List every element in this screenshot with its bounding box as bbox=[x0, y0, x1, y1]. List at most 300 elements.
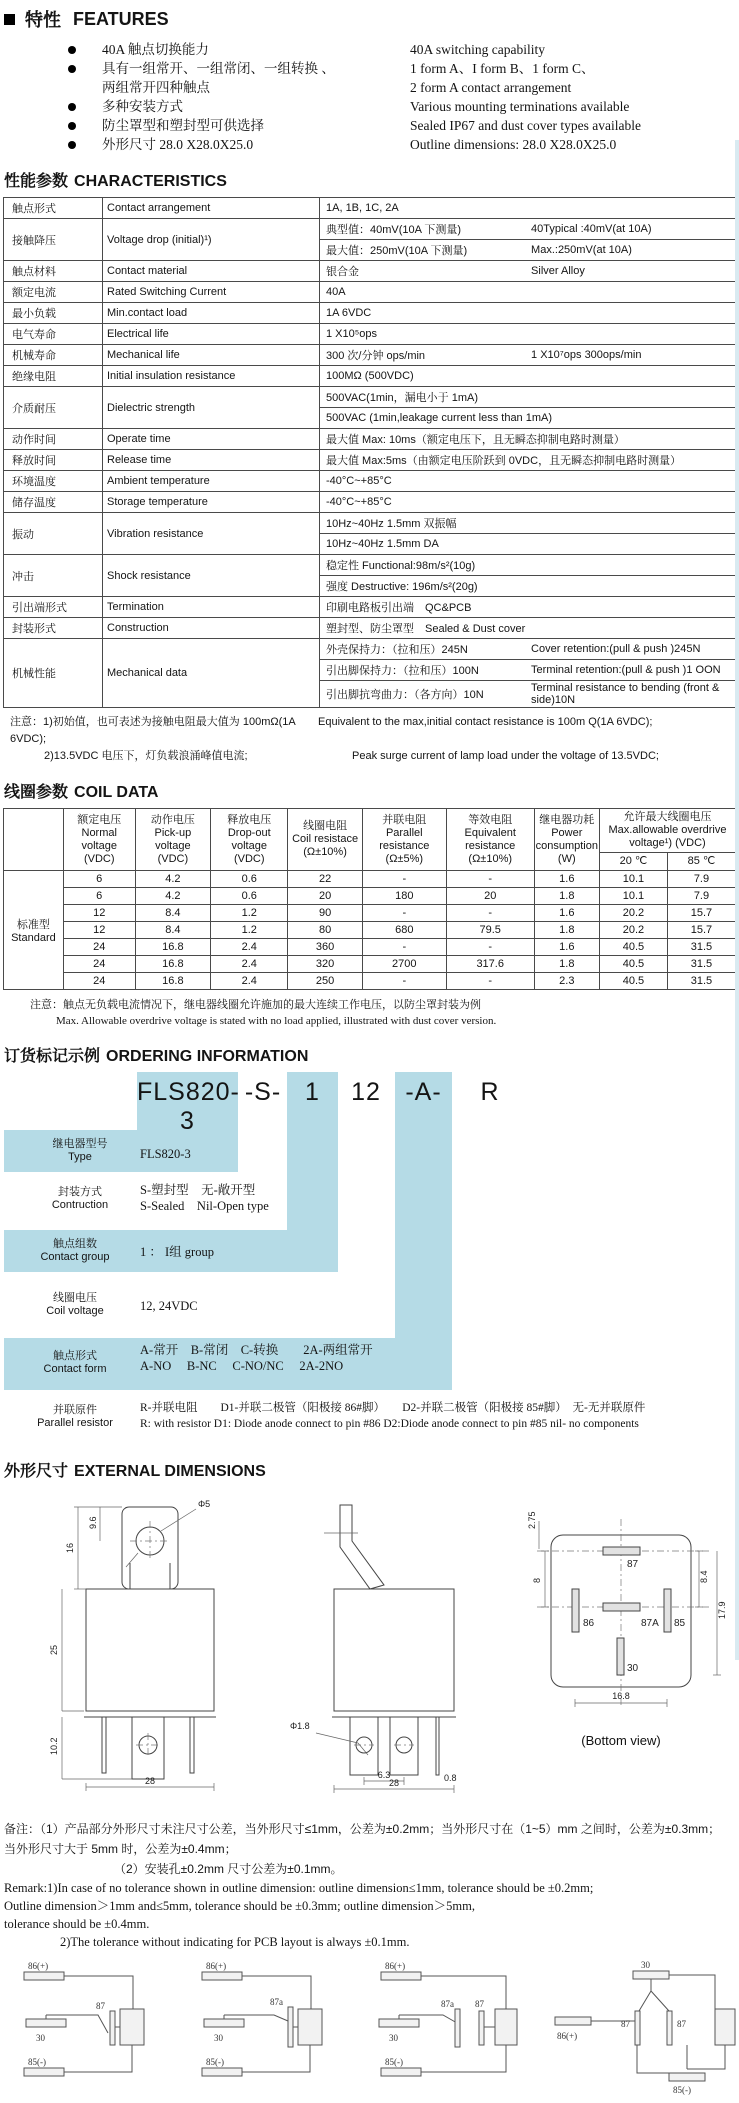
value-text: 引出脚抗弯曲力：（各方向）10N bbox=[326, 689, 484, 701]
cell: 24 bbox=[63, 939, 135, 956]
code-segment-resistor: R bbox=[480, 1078, 500, 1106]
cell: 12 bbox=[63, 922, 135, 939]
cell: 31.5 bbox=[667, 939, 735, 956]
ordering-value-type: FLS820-3 bbox=[140, 1147, 191, 1161]
contact-87a-label: 87a bbox=[270, 1997, 284, 2007]
coil-col-header: 释放电压 Drop-out voltage (VDC) bbox=[211, 809, 288, 871]
param-en: Rated Switching Current bbox=[103, 282, 320, 303]
cell: 31.5 bbox=[667, 956, 735, 973]
value-text-en: 1 X10⁷ops 300ops/min bbox=[531, 349, 642, 361]
table-row bbox=[4, 471, 736, 492]
cell: 680 bbox=[362, 922, 446, 939]
cell: - bbox=[362, 973, 446, 990]
terminal-86-label: 86(+) bbox=[206, 1961, 227, 1971]
coil-note-en: Max. Allowable overdrive voltage is stated with no load applied, illustrated with dust cover version. bbox=[56, 1015, 497, 1027]
table-row bbox=[4, 366, 736, 387]
wiring-diagrams bbox=[0, 1951, 739, 2103]
dim-17-9: 17.9 bbox=[717, 1601, 727, 1619]
ordering-label-coil-voltage: 线圈电压 Coil voltage bbox=[46, 1292, 104, 1317]
feature-en: 1 form A、I form B、1 form C、 bbox=[410, 61, 595, 76]
value-text-en: Terminal retention:(pull & push )1 OON bbox=[531, 664, 721, 676]
dim-8-4: 8.4 bbox=[699, 1570, 709, 1583]
dim-phi5: Φ5 bbox=[198, 1499, 211, 1509]
coil-col-header: 继电器功耗 Power consumption (W) bbox=[534, 809, 599, 871]
value-text: 引出脚保持力：（拉和压）100N bbox=[326, 665, 479, 677]
cell: 320 bbox=[288, 956, 362, 973]
table-row bbox=[4, 282, 736, 303]
terminal-86-label: 86(+) bbox=[28, 1961, 49, 1971]
table-row bbox=[4, 555, 736, 597]
coil-row bbox=[4, 888, 736, 905]
pin-87a-label: 87A bbox=[641, 1618, 659, 1629]
contact-87-label: 87 bbox=[474, 1999, 484, 2009]
table-row bbox=[4, 198, 736, 219]
param-cn: 动作时间 bbox=[4, 429, 103, 450]
cell: 4.2 bbox=[135, 888, 210, 905]
value-text: 100MΩ (500VDC) bbox=[326, 370, 414, 382]
param-cn: 电气寿命 bbox=[4, 324, 103, 345]
cell: - bbox=[362, 871, 446, 888]
cell: 24 bbox=[63, 956, 135, 973]
table-row bbox=[4, 513, 736, 555]
value-text: -40°C~+85°C bbox=[326, 496, 392, 508]
features-section-title bbox=[2, 6, 739, 32]
param-value bbox=[320, 597, 736, 618]
feature-cn: 多种安装方式 bbox=[102, 99, 183, 114]
cell: - bbox=[446, 973, 534, 990]
cell: - bbox=[446, 939, 534, 956]
value-text: 300 次/分钟 ops/min bbox=[326, 350, 426, 362]
bullet-icon bbox=[68, 65, 76, 73]
cell: 2.4 bbox=[211, 939, 288, 956]
param-cn: 触点材料 bbox=[4, 261, 103, 282]
table-row bbox=[4, 492, 736, 513]
value-text: -40°C~+85°C bbox=[326, 475, 392, 487]
table-row bbox=[4, 387, 736, 429]
remark-line: 2)The tolerance without indicating for PCB layout is always ±0.1mm. bbox=[60, 1935, 410, 1949]
param-cn: 机械寿命 bbox=[4, 345, 103, 366]
value-text: 最大值 Max: 10ms（额定电压下，且无瞬态抑制电路时测量） bbox=[326, 434, 625, 446]
value-text: 10Hz~40Hz 1.5mm 双振幅 bbox=[326, 518, 457, 530]
cell: 1.2 bbox=[211, 905, 288, 922]
characteristics-section-title bbox=[4, 168, 739, 191]
ordering-code-diagram bbox=[0, 1072, 739, 1444]
wiring-diagram-2a bbox=[551, 1957, 737, 2097]
feature-cn: 具有一组常开、一组常闭、一组转换 、 bbox=[102, 61, 335, 76]
param-en: Construction bbox=[103, 618, 320, 639]
cell: 360 bbox=[288, 939, 362, 956]
bullet-icon bbox=[68, 122, 76, 130]
bullet-icon bbox=[68, 46, 76, 54]
param-cn: 介质耐压 bbox=[4, 387, 103, 429]
value-text: 500VAC (1min,leakage current less than 1mA) bbox=[326, 412, 553, 424]
pin-86-label: 86 bbox=[583, 1618, 595, 1629]
coil-row bbox=[4, 973, 736, 990]
param-value bbox=[320, 471, 736, 492]
ordering-label-type: 继电器型号 Type bbox=[52, 1138, 108, 1163]
contact-87-label: 87 bbox=[96, 2001, 105, 2011]
param-value bbox=[320, 282, 736, 303]
value-text: 塑封型、防尘罩型 Sealed & Dust cover bbox=[326, 623, 526, 635]
table-row bbox=[4, 450, 736, 471]
param-en: Mechanical life bbox=[103, 345, 320, 366]
ordering-value-contact-group: 1 ： I组 group bbox=[140, 1245, 214, 1259]
dim-phi1-8: Φ1.8 bbox=[290, 1721, 310, 1731]
param-cn: 封装形式 bbox=[4, 618, 103, 639]
value-text: 1A, 1B, 1C, 2A bbox=[326, 202, 399, 214]
table-row bbox=[4, 597, 736, 618]
remark-line: 当外形尺寸大于 5mm 时，公差为±0.4mm； bbox=[4, 1842, 237, 1856]
terminal-85-label: 85(-) bbox=[206, 2057, 225, 2067]
features-list bbox=[40, 40, 739, 154]
param-value bbox=[320, 261, 736, 282]
param-en: Ambient temperature bbox=[103, 471, 320, 492]
feature-cn: 外形尺寸 28.0 X28.0X25.0 bbox=[102, 137, 254, 152]
coil-row bbox=[4, 956, 736, 973]
note-line bbox=[10, 714, 739, 748]
param-en: Storage temperature bbox=[103, 492, 320, 513]
param-en: Operate time bbox=[103, 429, 320, 450]
features-title-cn: 特性 bbox=[25, 10, 61, 30]
coil-col-header-overdrive: 允许最大线圈电压 Max.allowable overdrive voltage¹) (VDC) bbox=[599, 809, 735, 853]
param-cn: 最小负载 bbox=[4, 303, 103, 324]
cell: 2.4 bbox=[211, 956, 288, 973]
value-text-en: Silver Alloy bbox=[531, 265, 585, 277]
cell: 1.8 bbox=[534, 922, 599, 939]
cell: - bbox=[446, 871, 534, 888]
cell: 4.2 bbox=[135, 871, 210, 888]
note-en: Peak surge current of lamp load under the voltage of 13.5VDC; bbox=[352, 750, 659, 762]
note-cn: 2)13.5VDC 电压下，灯负载浪涌峰值电流; bbox=[44, 750, 248, 762]
param-en: Min.contact load bbox=[103, 303, 320, 324]
contact-87a-label: 87a bbox=[440, 1999, 454, 2009]
wiring-diagram-1a bbox=[2, 1957, 174, 2097]
param-en: Vibration resistance bbox=[103, 513, 320, 555]
param-cn: 额定电流 bbox=[4, 282, 103, 303]
feature-cn: 40A 触点切换能力 bbox=[102, 42, 209, 57]
param-value bbox=[320, 492, 736, 513]
dim-28-side: 28 bbox=[388, 1778, 400, 1788]
dimension-drawings bbox=[0, 1487, 739, 1793]
section-marker-icon bbox=[4, 14, 15, 25]
table-row bbox=[4, 639, 736, 708]
dim-9-6: 9.6 bbox=[88, 1516, 98, 1529]
cell: - bbox=[362, 905, 446, 922]
value-text: 1 X10⁵ops bbox=[326, 328, 378, 340]
cell: 20 bbox=[288, 888, 362, 905]
ordering-label-parallel-resistor: 并联原件 Parallel resistor bbox=[37, 1404, 113, 1429]
cell: 180 bbox=[362, 888, 446, 905]
note-cn: 注意：1)初始值，也可表述为接触电阻最大值为 100mΩ(1A 6VDC); bbox=[10, 716, 296, 745]
coil-row bbox=[4, 871, 736, 888]
coil-note-cn: 注意：触点无负载电流情况下，继电器线圈允许施加的最大连续工作电压，以防尘罩封装为例 bbox=[30, 999, 481, 1011]
ordering-label-construction: 封装方式 Contruction bbox=[51, 1186, 109, 1211]
dim-2-75: 2.75 bbox=[527, 1511, 537, 1529]
param-value bbox=[320, 303, 736, 324]
value-text-en: 40Typical :40mV(at 10A) bbox=[531, 223, 652, 235]
feature-item bbox=[40, 135, 739, 154]
wiring-diagram-1b bbox=[180, 1957, 352, 2097]
table-row bbox=[4, 345, 736, 366]
feature-cn: 两组常开四种触点 bbox=[102, 80, 210, 95]
coil-col-header: 并联电阻 Parallel resistance (Ω±5%) bbox=[362, 809, 446, 871]
dimensions-section-title bbox=[4, 1458, 739, 1481]
dim-16-8: 16.8 bbox=[612, 1691, 630, 1701]
cell: 1.6 bbox=[534, 871, 599, 888]
param-en: Contact material bbox=[103, 261, 320, 282]
cell: 7.9 bbox=[667, 888, 735, 905]
ordering-title-en: ORDERING INFORMATION bbox=[106, 1048, 309, 1065]
param-value bbox=[320, 450, 736, 471]
table-row bbox=[4, 429, 736, 450]
coil-title-en: COIL DATA bbox=[74, 784, 159, 801]
param-cn: 环境温度 bbox=[4, 471, 103, 492]
value-text-en: Max.:250mV(at 10A) bbox=[531, 244, 632, 256]
feature-item bbox=[40, 97, 739, 116]
cell: 2.3 bbox=[534, 973, 599, 990]
coil-header-row bbox=[4, 809, 736, 853]
cell: 1.6 bbox=[534, 939, 599, 956]
cell: 15.7 bbox=[667, 905, 735, 922]
coil-data-table bbox=[3, 808, 736, 990]
coil-subheader-85c: 85 ℃ bbox=[667, 853, 735, 871]
cell: 317.6 bbox=[446, 956, 534, 973]
coil-title-cn: 线圈参数 bbox=[4, 784, 69, 801]
characteristics-notes bbox=[10, 714, 739, 765]
terminal-85-label: 85(-) bbox=[28, 2057, 46, 2067]
feature-item bbox=[40, 40, 739, 59]
value-text: 最大值 Max:5ms（由额定电压阶跃到 0VDC，且无瞬态抑制电路时测量） bbox=[326, 455, 682, 467]
param-value bbox=[320, 345, 736, 366]
cell: 250 bbox=[288, 973, 362, 990]
feature-en: Outline dimensions: 28.0 X28.0X25.0 bbox=[410, 137, 617, 152]
cell: - bbox=[446, 905, 534, 922]
param-en: Electrical life bbox=[103, 324, 320, 345]
coil-col-header: 等效电阻 Equivalent resistance (Ω±10%) bbox=[446, 809, 534, 871]
contact-87-label-2: 87 bbox=[676, 2019, 686, 2029]
cell: 10.1 bbox=[599, 888, 667, 905]
param-value bbox=[320, 198, 736, 219]
coil-note bbox=[30, 997, 739, 1029]
terminal-86-label: 86(+) bbox=[556, 2031, 578, 2041]
characteristics-table bbox=[3, 197, 736, 708]
code-segment-type: FLS820-3 bbox=[137, 1078, 240, 1135]
param-cn: 储存温度 bbox=[4, 492, 103, 513]
param-value bbox=[320, 513, 736, 555]
table-row bbox=[4, 324, 736, 345]
param-en: Termination bbox=[103, 597, 320, 618]
terminal-85-label: 85(-) bbox=[672, 2085, 691, 2095]
coil-group-header bbox=[4, 809, 64, 871]
coil-col-header: 线圈电阻 Coil resistace (Ω±10%) bbox=[288, 809, 362, 871]
cell: 2.4 bbox=[211, 973, 288, 990]
front-view-drawing bbox=[26, 1493, 261, 1793]
terminal-30-label: 30 bbox=[214, 2033, 224, 2043]
cell: 40.5 bbox=[599, 973, 667, 990]
cell: 80 bbox=[288, 922, 362, 939]
cell: 1.2 bbox=[211, 922, 288, 939]
note-en: Equivalent to the max,initial contact resistance is 100m Q(1A 6VDC); bbox=[318, 716, 653, 728]
characteristics-title-en: CHARACTERISTICS bbox=[74, 173, 227, 190]
cell: 2700 bbox=[362, 956, 446, 973]
value-text: 外壳保持力：（拉和压）245N bbox=[326, 644, 468, 656]
cell: 10.1 bbox=[599, 871, 667, 888]
wiring-diagram-1c bbox=[359, 1957, 545, 2097]
contact-87-label: 87 bbox=[620, 2019, 630, 2029]
cell: 6 bbox=[63, 871, 135, 888]
remark-line: （2）安装孔±0.2mm 尺寸公差为±0.1mm。 bbox=[114, 1862, 343, 1876]
param-cn: 触点形式 bbox=[4, 198, 103, 219]
param-en: Release time bbox=[103, 450, 320, 471]
feature-item bbox=[40, 59, 739, 78]
value-text: 强度 Destructive: 196m/s²(20g) bbox=[326, 581, 478, 593]
code-segment-voltage: 12 bbox=[351, 1078, 381, 1106]
param-value bbox=[320, 324, 736, 345]
cell: 24 bbox=[63, 973, 135, 990]
cell: 1.8 bbox=[534, 956, 599, 973]
terminal-86-label: 86(+) bbox=[384, 1961, 405, 1971]
param-cn: 绝缘电阻 bbox=[4, 366, 103, 387]
bottom-view-caption: (Bottom view) bbox=[581, 1733, 661, 1748]
feature-en: 2 form A contact arrangement bbox=[410, 80, 572, 95]
cell: 90 bbox=[288, 905, 362, 922]
pin-85-label: 85 bbox=[674, 1618, 686, 1629]
feature-en: 40A switching capability bbox=[410, 42, 545, 57]
table-row bbox=[4, 261, 736, 282]
param-cn: 机械性能 bbox=[4, 639, 103, 708]
param-cn: 振动 bbox=[4, 513, 103, 555]
coil-col-header: 动作电压 Pick-up voltage (VDC) bbox=[135, 809, 210, 871]
value-text: 40A bbox=[326, 286, 346, 298]
param-value bbox=[320, 639, 736, 708]
feature-en: Various mounting terminations available bbox=[410, 99, 630, 114]
feature-item bbox=[40, 78, 739, 97]
param-en: Voltage drop (initial)¹) bbox=[103, 219, 320, 261]
param-value bbox=[320, 555, 736, 597]
value-text: 银合金 bbox=[326, 266, 359, 278]
param-en: Mechanical data bbox=[103, 639, 320, 708]
remark-line: 备注：（1）产品部分外形尺寸未注尺寸公差，当外形尺寸≤1mm，公差为±0.2mm；当外形尺寸在（1~5）mm 之间时，公差为±0.3mm； bbox=[4, 1822, 721, 1836]
cell: 16.8 bbox=[135, 939, 210, 956]
feature-cn: 防尘罩型和塑封型可供选择 bbox=[102, 118, 264, 133]
value-text: 稳定性 Functional:98m/s²(10g) bbox=[326, 560, 476, 572]
terminal-85-label: 85(-) bbox=[384, 2057, 403, 2067]
terminal-30-label: 30 bbox=[388, 2033, 398, 2043]
value-text: 10Hz~40Hz 1.5mm DA bbox=[326, 538, 439, 550]
dim-16: 16 bbox=[65, 1542, 75, 1553]
pin-87-label: 87 bbox=[627, 1559, 639, 1570]
characteristics-title-cn: 性能参数 bbox=[4, 173, 69, 190]
ordering-value-coil-voltage: 12, 24VDC bbox=[140, 1299, 198, 1313]
param-value bbox=[320, 387, 736, 429]
param-value bbox=[320, 366, 736, 387]
coil-col-header: 额定电压 Normal voltage (VDC) bbox=[63, 809, 135, 871]
cell: 8.4 bbox=[135, 905, 210, 922]
value-text-en: Terminal resistance to bending (front & side)10N bbox=[531, 682, 720, 706]
bullet-icon bbox=[68, 103, 76, 111]
coil-group-label: 标准型 Standard bbox=[4, 871, 64, 990]
cell: 0.6 bbox=[211, 888, 288, 905]
cell: 20 bbox=[446, 888, 534, 905]
table-row bbox=[4, 219, 736, 261]
value-text: 1A 6VDC bbox=[326, 307, 372, 319]
coil-section-title bbox=[4, 779, 739, 802]
cell: - bbox=[362, 939, 446, 956]
cell: 79.5 bbox=[446, 922, 534, 939]
dim-25: 25 bbox=[49, 1644, 59, 1655]
code-segment-form: -A- bbox=[405, 1078, 442, 1106]
cell: 0.6 bbox=[211, 871, 288, 888]
cell: 31.5 bbox=[667, 973, 735, 990]
value-text: 印刷电路板引出端 QC&PCB bbox=[326, 602, 472, 614]
value-text: 最大值：250mV(10A 下测量) bbox=[326, 245, 468, 257]
dimensions-title-en: EXTERNAL DIMENSIONS bbox=[74, 1463, 266, 1480]
cell: 20.2 bbox=[599, 905, 667, 922]
ordering-label-contact-group: 触点组数 Contact group bbox=[40, 1238, 110, 1263]
feature-en: Sealed IP67 and dust cover types available bbox=[410, 118, 641, 133]
value-text: 典型值：40mV(10A 下测量) bbox=[326, 224, 462, 236]
coil-subheader-20c: 20 ℃ bbox=[599, 853, 667, 871]
coil-row bbox=[4, 905, 736, 922]
dim-10-2: 10.2 bbox=[49, 1737, 59, 1755]
cell: 8.4 bbox=[135, 922, 210, 939]
ordering-value-parallel-resistor: R-并联电阻 D1-并联二极管（阳极接 86#脚） D2-并联二极管（阳极接 85#脚） 无-无并联原件 R: with resistor D1: Diode anode connect to pin #86 D2:Diode anode connect to pin #85 nil- no components bbox=[140, 1402, 646, 1430]
value-text-en: Cover retention:(pull & push )245N bbox=[531, 643, 701, 655]
bottom-view-drawing bbox=[493, 1493, 733, 1793]
bullet-spacer bbox=[68, 84, 76, 92]
param-en: Contact arrangement bbox=[103, 198, 320, 219]
side-view-drawing bbox=[282, 1493, 472, 1793]
ordering-title-cn: 订货标记示例 bbox=[4, 1048, 101, 1065]
cell: 20.2 bbox=[599, 922, 667, 939]
cell: 40.5 bbox=[599, 956, 667, 973]
cell: 15.7 bbox=[667, 922, 735, 939]
table-row bbox=[4, 618, 736, 639]
cell: 1.8 bbox=[534, 888, 599, 905]
cell: 12 bbox=[63, 905, 135, 922]
dim-28: 28 bbox=[144, 1776, 156, 1786]
remark-line: Remark:1)In case of no tolerance shown in outline dimension: outline dimension≤1mm, tolerance should be ±0.2mm; bbox=[4, 1881, 594, 1895]
terminal-30-label: 30 bbox=[36, 2033, 45, 2043]
remarks-block bbox=[4, 1819, 739, 1951]
coil-row bbox=[4, 939, 736, 956]
pin-30-label: 30 bbox=[627, 1663, 639, 1674]
ordering-section-title bbox=[4, 1043, 739, 1066]
remark-line: Outline dimension＞1mm and≤5mm, tolerance should be ±0.3mm; outline dimension＞5mm, bbox=[4, 1899, 475, 1913]
cell: 22 bbox=[288, 871, 362, 888]
cell: 7.9 bbox=[667, 871, 735, 888]
cell: 16.8 bbox=[135, 973, 210, 990]
cell: 16.8 bbox=[135, 956, 210, 973]
code-segment-construction: -S- bbox=[244, 1078, 282, 1106]
code-segment-group: 1 bbox=[305, 1078, 320, 1106]
terminal-30-label: 30 bbox=[640, 1960, 650, 1970]
param-en: Initial insulation resistance bbox=[103, 366, 320, 387]
param-value bbox=[320, 219, 736, 261]
dimensions-title-cn: 外形尺寸 bbox=[4, 1463, 69, 1480]
param-cn: 释放时间 bbox=[4, 450, 103, 471]
remark-line: tolerance should be ±0.4mm. bbox=[4, 1917, 150, 1931]
param-value bbox=[320, 429, 736, 450]
dim-0-8: 0.8 bbox=[444, 1773, 457, 1783]
dim-6-3: 6.3 bbox=[377, 1770, 391, 1780]
dim-8: 8 bbox=[532, 1577, 542, 1583]
ordering-value-construction: S-塑封型 无-敞开型 S-Sealed Nil-Open type bbox=[140, 1183, 269, 1213]
bullet-icon bbox=[68, 141, 76, 149]
ordering-label-contact-form: 触点形式 Contact form bbox=[43, 1350, 107, 1375]
cell: 1.6 bbox=[534, 905, 599, 922]
param-cn: 接触降压 bbox=[4, 219, 103, 261]
